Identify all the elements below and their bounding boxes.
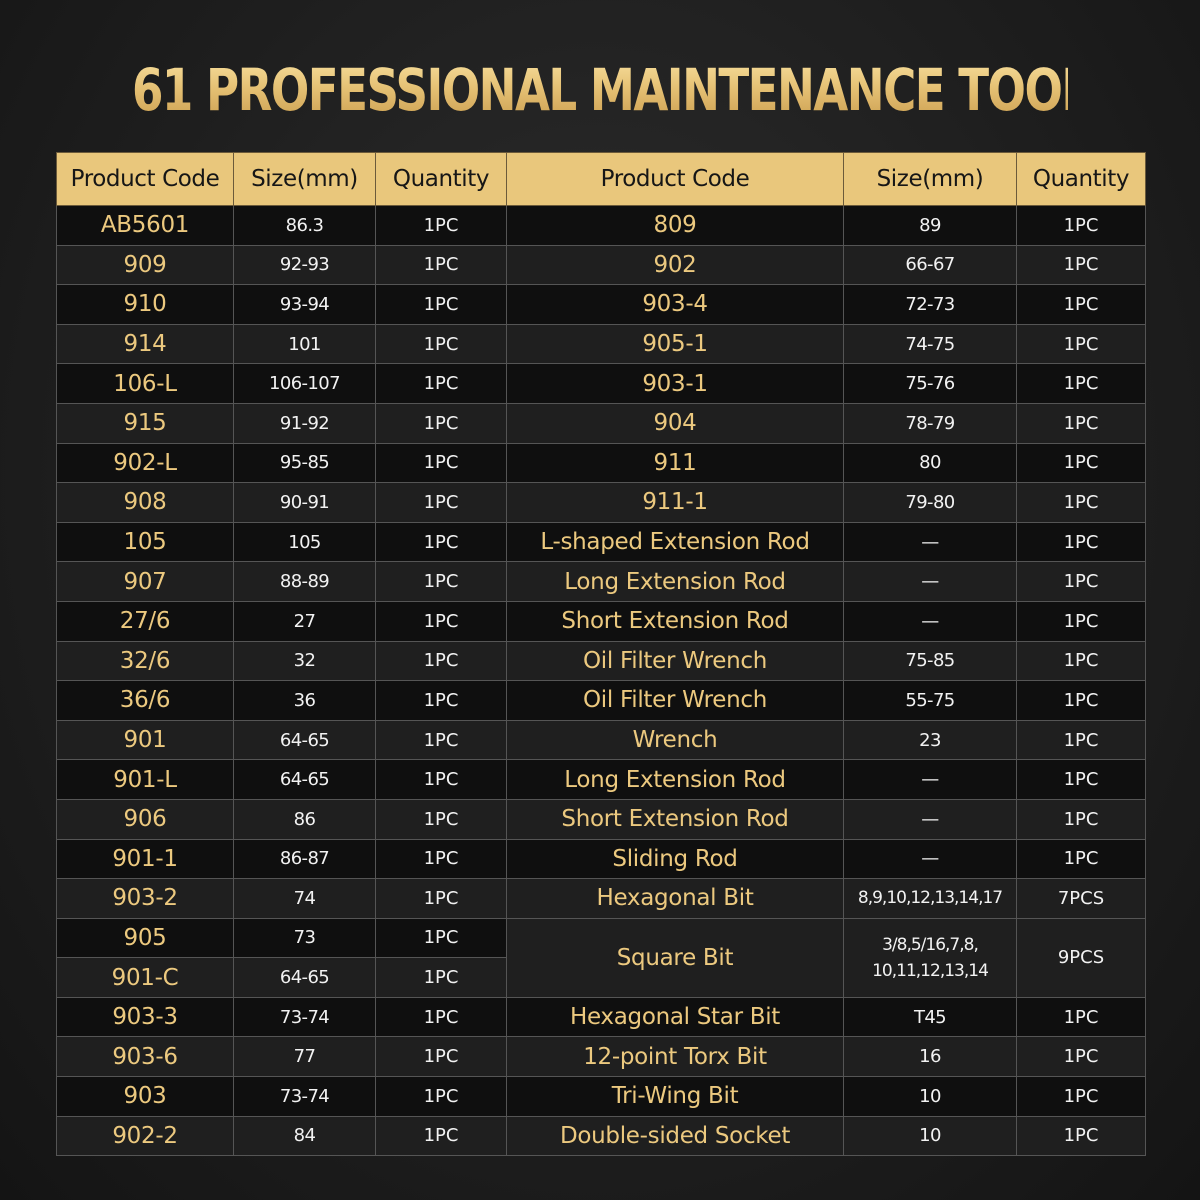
table-row bbox=[57, 364, 1146, 404]
left-size: 64-65 bbox=[234, 760, 376, 800]
left-quantity: 1PC bbox=[376, 1077, 507, 1117]
left-size: 91-92 bbox=[234, 403, 376, 443]
right-size: 3/8,5/16,7,8, 10,11,12,13,14 bbox=[844, 918, 1017, 997]
table-row bbox=[57, 206, 1146, 246]
left-quantity: 1PC bbox=[376, 720, 507, 760]
left-size: 84 bbox=[234, 1116, 376, 1156]
left-product-code: AB5601 bbox=[57, 206, 234, 246]
left-size: 73-74 bbox=[234, 1077, 376, 1117]
right-quantity: 1PC bbox=[1017, 562, 1146, 602]
left-quantity: 1PC bbox=[376, 839, 507, 879]
right-quantity: 1PC bbox=[1017, 839, 1146, 879]
right-size: 89 bbox=[844, 206, 1017, 246]
right-product-code: Short Extension Rod bbox=[507, 601, 844, 641]
left-product-code: 909 bbox=[57, 245, 234, 285]
table-row bbox=[57, 839, 1146, 879]
right-product-code: Tri-Wing Bit bbox=[507, 1077, 844, 1117]
left-size: 36 bbox=[234, 681, 376, 721]
left-product-code: 908 bbox=[57, 483, 234, 523]
left-size: 95-85 bbox=[234, 443, 376, 483]
right-quantity: 1PC bbox=[1017, 601, 1146, 641]
table-row bbox=[57, 1077, 1146, 1117]
right-quantity: 7PCS bbox=[1017, 879, 1146, 919]
right-size: 79-80 bbox=[844, 483, 1017, 523]
right-size: T45 bbox=[844, 997, 1017, 1037]
right-quantity: 1PC bbox=[1017, 403, 1146, 443]
right-size: — bbox=[844, 760, 1017, 800]
right-quantity: 1PC bbox=[1017, 522, 1146, 562]
left-product-code: 902-L bbox=[57, 443, 234, 483]
left-product-code: 903-6 bbox=[57, 1037, 234, 1077]
right-product-code: Oil Filter Wrench bbox=[507, 641, 844, 681]
right-product-code: 902 bbox=[507, 245, 844, 285]
right-size: 75-76 bbox=[844, 364, 1017, 404]
left-quantity: 1PC bbox=[376, 641, 507, 681]
header-quantity-left: Quantity bbox=[376, 153, 507, 206]
left-size: 64-65 bbox=[234, 958, 376, 998]
left-product-code: 915 bbox=[57, 403, 234, 443]
right-product-code: 904 bbox=[507, 403, 844, 443]
right-size: 74-75 bbox=[844, 324, 1017, 364]
left-size: 90-91 bbox=[234, 483, 376, 523]
left-product-code: 905 bbox=[57, 918, 234, 958]
right-product-code: Oil Filter Wrench bbox=[507, 681, 844, 721]
header-size-left: Size(mm) bbox=[234, 153, 376, 206]
right-size: 10 bbox=[844, 1077, 1017, 1117]
right-product-code: 911 bbox=[507, 443, 844, 483]
right-product-code: 911-1 bbox=[507, 483, 844, 523]
right-product-code: 12-point Torx Bit bbox=[507, 1037, 844, 1077]
table-header bbox=[57, 153, 1146, 206]
left-size: 73 bbox=[234, 918, 376, 958]
left-product-code: 906 bbox=[57, 799, 234, 839]
header-row bbox=[57, 153, 1146, 206]
table-row bbox=[57, 681, 1146, 721]
left-quantity: 1PC bbox=[376, 443, 507, 483]
right-quantity: 1PC bbox=[1017, 324, 1146, 364]
left-quantity: 1PC bbox=[376, 997, 507, 1037]
right-quantity: 1PC bbox=[1017, 245, 1146, 285]
right-product-code: Sliding Rod bbox=[507, 839, 844, 879]
table-row bbox=[57, 918, 1146, 958]
left-product-code: 901 bbox=[57, 720, 234, 760]
right-quantity: 1PC bbox=[1017, 1077, 1146, 1117]
right-quantity: 1PC bbox=[1017, 1116, 1146, 1156]
right-quantity: 1PC bbox=[1017, 720, 1146, 760]
left-product-code: 903-2 bbox=[57, 879, 234, 919]
right-quantity: 1PC bbox=[1017, 1037, 1146, 1077]
left-quantity: 1PC bbox=[376, 918, 507, 958]
left-product-code: 106-L bbox=[57, 364, 234, 404]
tools-table bbox=[56, 152, 1146, 1156]
left-product-code: 27/6 bbox=[57, 601, 234, 641]
table-row bbox=[57, 760, 1146, 800]
left-product-code: 901-C bbox=[57, 958, 234, 998]
right-product-code: Wrench bbox=[507, 720, 844, 760]
right-product-code: Long Extension Rod bbox=[507, 760, 844, 800]
right-size: 75-85 bbox=[844, 641, 1017, 681]
table-row bbox=[57, 443, 1146, 483]
left-product-code: 901-1 bbox=[57, 839, 234, 879]
page-title: 61 PROFESSIONAL MAINTENANCE TOOLS bbox=[132, 52, 1068, 128]
left-quantity: 1PC bbox=[376, 206, 507, 246]
left-product-code: 105 bbox=[57, 522, 234, 562]
table-row bbox=[57, 1116, 1146, 1156]
left-size: 77 bbox=[234, 1037, 376, 1077]
table-row bbox=[57, 522, 1146, 562]
table-body bbox=[57, 206, 1146, 1156]
right-quantity: 1PC bbox=[1017, 206, 1146, 246]
header-product-code-right: Product Code bbox=[507, 153, 844, 206]
left-product-code: 903 bbox=[57, 1077, 234, 1117]
right-size: 16 bbox=[844, 1037, 1017, 1077]
right-size: — bbox=[844, 839, 1017, 879]
left-quantity: 1PC bbox=[376, 681, 507, 721]
left-size: 93-94 bbox=[234, 285, 376, 325]
left-size: 73-74 bbox=[234, 997, 376, 1037]
left-quantity: 1PC bbox=[376, 403, 507, 443]
table-row bbox=[57, 1037, 1146, 1077]
right-quantity: 1PC bbox=[1017, 997, 1146, 1037]
right-size: 23 bbox=[844, 720, 1017, 760]
table-row bbox=[57, 720, 1146, 760]
right-quantity: 1PC bbox=[1017, 443, 1146, 483]
left-product-code: 901-L bbox=[57, 760, 234, 800]
left-size: 27 bbox=[234, 601, 376, 641]
right-product-code: Square Bit bbox=[507, 918, 844, 997]
left-product-code: 903-3 bbox=[57, 997, 234, 1037]
right-size: — bbox=[844, 522, 1017, 562]
left-size: 86-87 bbox=[234, 839, 376, 879]
left-size: 106-107 bbox=[234, 364, 376, 404]
left-quantity: 1PC bbox=[376, 958, 507, 998]
right-size: — bbox=[844, 799, 1017, 839]
header-size-right: Size(mm) bbox=[844, 153, 1017, 206]
left-size: 86 bbox=[234, 799, 376, 839]
left-quantity: 1PC bbox=[376, 799, 507, 839]
left-product-code: 914 bbox=[57, 324, 234, 364]
table-row bbox=[57, 324, 1146, 364]
left-size: 86.3 bbox=[234, 206, 376, 246]
right-size: 66-67 bbox=[844, 245, 1017, 285]
left-product-code: 32/6 bbox=[57, 641, 234, 681]
table-row bbox=[57, 403, 1146, 443]
left-quantity: 1PC bbox=[376, 522, 507, 562]
table-row bbox=[57, 245, 1146, 285]
right-product-code: Short Extension Rod bbox=[507, 799, 844, 839]
left-size: 88-89 bbox=[234, 562, 376, 602]
left-product-code: 910 bbox=[57, 285, 234, 325]
left-size: 105 bbox=[234, 522, 376, 562]
left-quantity: 1PC bbox=[376, 601, 507, 641]
table-row bbox=[57, 799, 1146, 839]
table-row bbox=[57, 879, 1146, 919]
right-quantity: 1PC bbox=[1017, 483, 1146, 523]
left-quantity: 1PC bbox=[376, 879, 507, 919]
right-quantity: 1PC bbox=[1017, 285, 1146, 325]
left-size: 32 bbox=[234, 641, 376, 681]
left-size: 64-65 bbox=[234, 720, 376, 760]
right-quantity: 1PC bbox=[1017, 760, 1146, 800]
table-row bbox=[57, 562, 1146, 602]
right-size: 78-79 bbox=[844, 403, 1017, 443]
table-row bbox=[57, 641, 1146, 681]
right-product-code: Long Extension Rod bbox=[507, 562, 844, 602]
left-quantity: 1PC bbox=[376, 1037, 507, 1077]
left-quantity: 1PC bbox=[376, 562, 507, 602]
right-size: 72-73 bbox=[844, 285, 1017, 325]
right-size: 10 bbox=[844, 1116, 1017, 1156]
header-product-code-left: Product Code bbox=[57, 153, 234, 206]
left-size: 101 bbox=[234, 324, 376, 364]
left-size: 74 bbox=[234, 879, 376, 919]
table-row bbox=[57, 483, 1146, 523]
right-quantity: 1PC bbox=[1017, 799, 1146, 839]
table-row bbox=[57, 997, 1146, 1037]
right-product-code: 903-4 bbox=[507, 285, 844, 325]
table-row bbox=[57, 285, 1146, 325]
right-size: 8,9,10,12,13,14,17 bbox=[844, 879, 1017, 919]
table-row bbox=[57, 601, 1146, 641]
left-product-code: 36/6 bbox=[57, 681, 234, 721]
right-product-code: 903-1 bbox=[507, 364, 844, 404]
right-size: 55-75 bbox=[844, 681, 1017, 721]
right-quantity: 1PC bbox=[1017, 364, 1146, 404]
left-product-code: 907 bbox=[57, 562, 234, 602]
right-size: 80 bbox=[844, 443, 1017, 483]
right-size: — bbox=[844, 562, 1017, 602]
right-quantity: 1PC bbox=[1017, 641, 1146, 681]
left-quantity: 1PC bbox=[376, 324, 507, 364]
left-quantity: 1PC bbox=[376, 483, 507, 523]
right-product-code: Double-sided Socket bbox=[507, 1116, 844, 1156]
left-quantity: 1PC bbox=[376, 364, 507, 404]
left-quantity: 1PC bbox=[376, 245, 507, 285]
left-size: 92-93 bbox=[234, 245, 376, 285]
right-product-code: 809 bbox=[507, 206, 844, 246]
header-quantity-right: Quantity bbox=[1017, 153, 1146, 206]
right-quantity: 1PC bbox=[1017, 681, 1146, 721]
right-size: — bbox=[844, 601, 1017, 641]
left-quantity: 1PC bbox=[376, 760, 507, 800]
left-quantity: 1PC bbox=[376, 285, 507, 325]
left-quantity: 1PC bbox=[376, 1116, 507, 1156]
right-product-code: Hexagonal Star Bit bbox=[507, 997, 844, 1037]
right-quantity: 9PCS bbox=[1017, 918, 1146, 997]
left-product-code: 902-2 bbox=[57, 1116, 234, 1156]
right-product-code: Hexagonal Bit bbox=[507, 879, 844, 919]
right-product-code: 905-1 bbox=[507, 324, 844, 364]
right-product-code: L-shaped Extension Rod bbox=[507, 522, 844, 562]
